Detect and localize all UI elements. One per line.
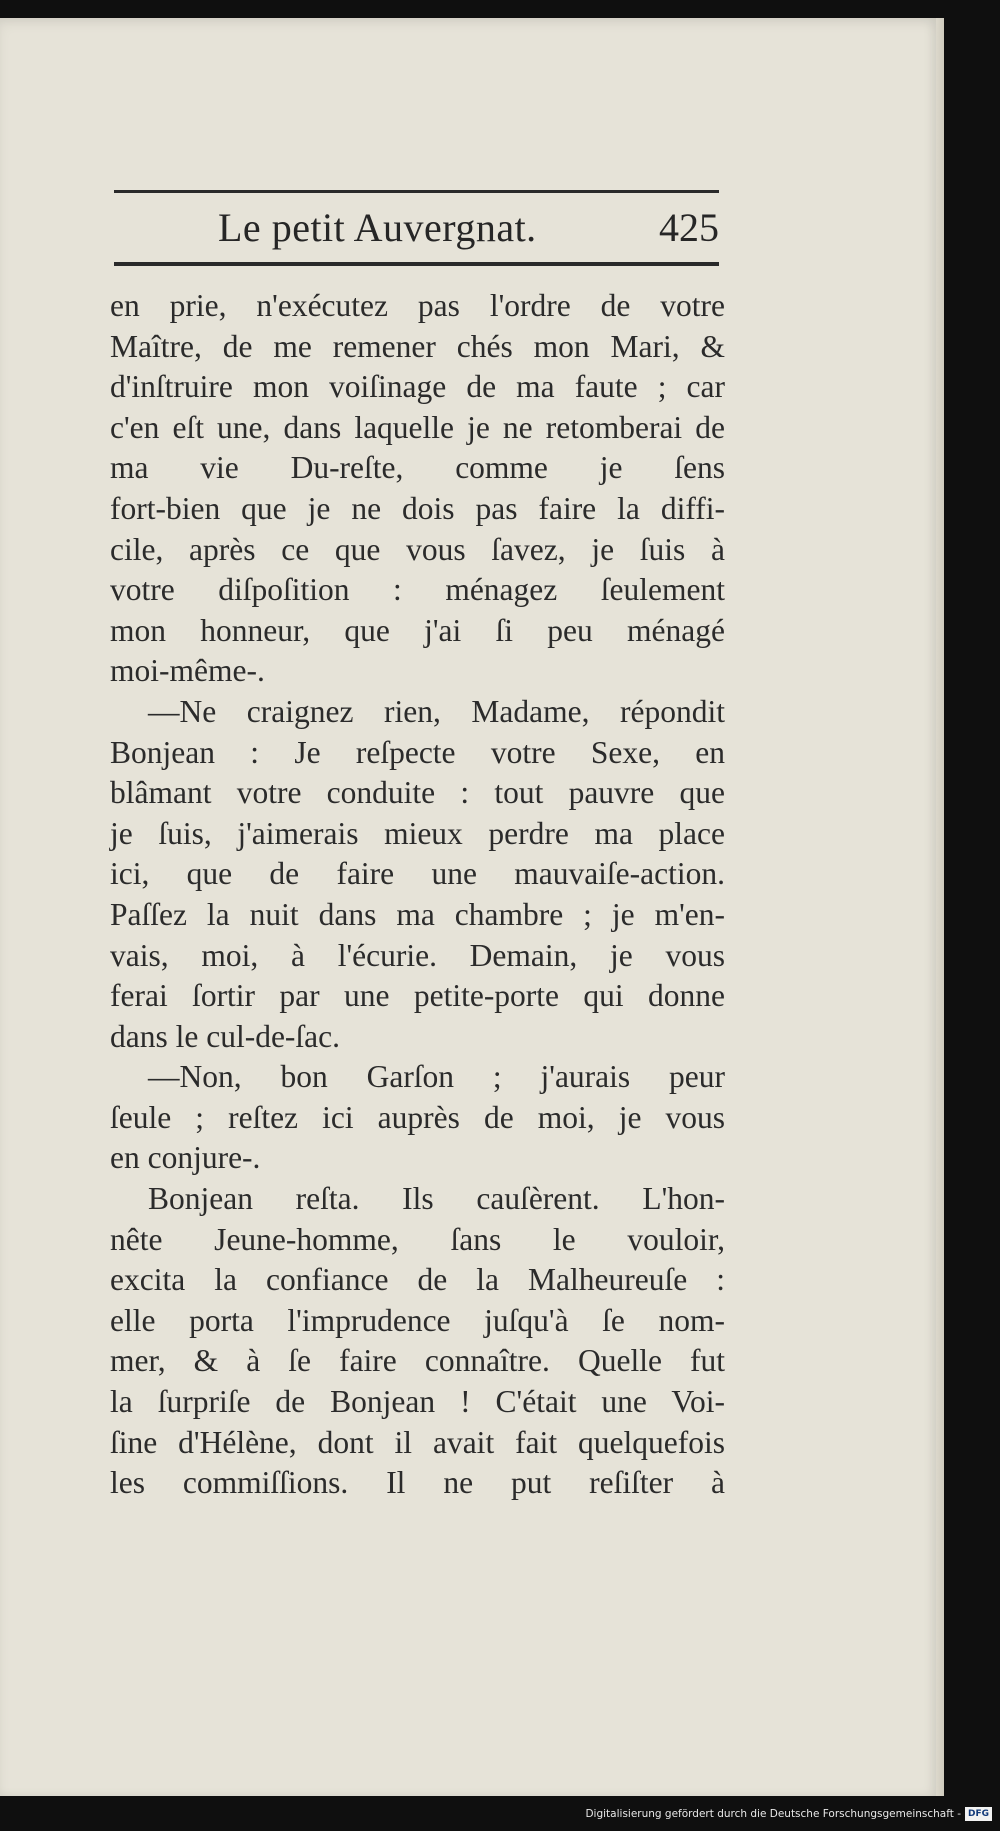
text-line: ferai ſortir par une petite-porte qui donne — [110, 978, 725, 1014]
text-line: nête Jeune-homme, ſans le vouloir, — [110, 1221, 725, 1257]
header-rule-top — [114, 190, 719, 193]
text-line: —Ne craignez rien, Madame, répondit — [148, 693, 725, 729]
text-line: en prie, n'exécutez pas l'ordre de votre — [110, 288, 725, 323]
text-line: mer, & à ſe faire connaître. Quelle fut — [110, 1343, 725, 1379]
text-line: Maître, de me remener chés mon Mari, & — [110, 328, 725, 364]
text-line: c'en eſt une, dans laquelle je ne retomberai de ma vie Du-reſte, comme je ſens — [110, 409, 725, 486]
header-rule-bottom — [114, 262, 719, 266]
running-title: Le petit Auvergnat. — [218, 205, 537, 250]
text-line: Bonjean : Je reſpecte votre Sexe, en — [110, 734, 725, 770]
text-line: cile, après ce que vous ſavez, je ſuis à — [110, 531, 725, 567]
text-line: en conjure-. — [110, 1140, 261, 1176]
text-line: blâmant votre conduite : tout pauvre que — [110, 775, 725, 811]
text-line: votre diſpoſition : ménagez ſeulement — [110, 572, 725, 608]
text-line: ſine d'Hélène, dont il avait fait quelquefois — [110, 1424, 725, 1460]
text-line: la ſurpriſe de Bonjean ! C'était une Voi- — [110, 1384, 725, 1420]
page-edge — [936, 18, 944, 1796]
text-line: les commiſſions. Il ne put reſiſter à — [110, 1465, 725, 1501]
text-line: Bonjean reſta. Ils cauſèrent. L'hon- — [148, 1181, 725, 1217]
text-line: d'inſtruire mon voiſinage de ma faute ; car — [110, 369, 725, 405]
body-text — [110, 286, 725, 1504]
text-line: ici, que de faire une mauvaiſe-action. — [110, 856, 725, 892]
page-number: 425 — [659, 205, 719, 250]
text-line: vais, moi, à l'écurie. Demain, je vous — [110, 937, 725, 973]
text-line: Paſſez la nuit dans ma chambre ; je m'en- — [110, 896, 725, 932]
text-line: moi-même-. — [110, 653, 265, 689]
text-line: je ſuis, j'aimerais mieux perdre ma place — [110, 815, 725, 851]
digitization-credit — [585, 1805, 992, 1823]
page-header — [114, 196, 719, 260]
credit-text: Digitalisierung gefördert durch die Deutsche Forschungsgemeinschaft - — [585, 1808, 961, 1820]
text-line: elle porta l'imprudence juſqu'à ſe nom- — [110, 1302, 725, 1338]
text-line: ſeule ; reſtez ici auprès de moi, je vous — [110, 1099, 725, 1135]
dfg-logo-icon: DFG — [965, 1807, 992, 1821]
text-line: dans le cul-de-ſac. — [110, 1018, 341, 1054]
text-line: mon honneur, que j'ai ſi peu ménagé — [110, 612, 725, 648]
text-line: excita la confiance de la Malheureuſe : — [110, 1262, 725, 1298]
text-line: fort-bien que je ne dois pas faire la diffi- — [110, 490, 725, 526]
text-line: —Non, bon Garſon ; j'aurais peur — [148, 1059, 725, 1095]
